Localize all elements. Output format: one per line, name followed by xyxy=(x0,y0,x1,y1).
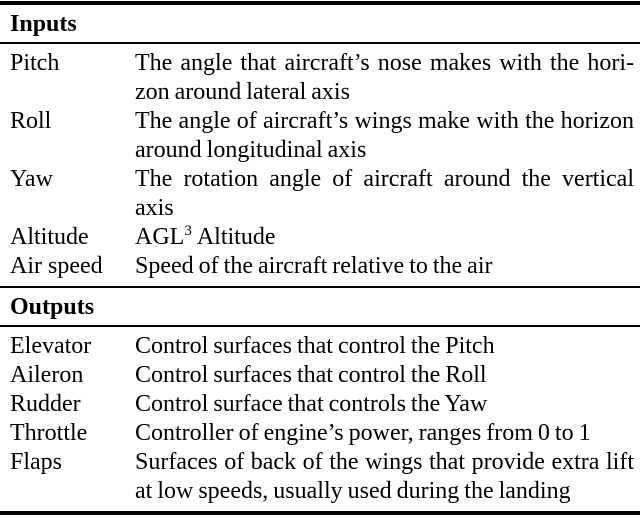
term-cell: Rudder xyxy=(10,391,81,417)
definition-text: Altitude xyxy=(196,224,276,250)
term-cell: Elevator xyxy=(10,333,92,359)
term-cell: Altitude xyxy=(10,224,89,250)
inputs-rows xyxy=(0,44,640,286)
section-header-outputs: Outputs xyxy=(10,294,95,320)
term-cell: Throttle xyxy=(10,420,88,446)
term-cell: Aileron xyxy=(10,362,84,388)
table-bottom-rule xyxy=(0,511,640,515)
definition-cell: Surfaces of back of the wings that provide extra lift at low speeds, usually used during the landing xyxy=(135,449,634,504)
outputs-rows xyxy=(0,327,640,511)
table-row-flaps xyxy=(0,448,640,506)
definition-cell: Controller of engine’s power, ranges from 0 to 1 xyxy=(135,420,591,446)
term-cell: Flaps xyxy=(10,449,63,475)
term-cell: Pitch xyxy=(10,50,60,76)
term-cell: Yaw xyxy=(10,166,53,192)
term-cell: Roll xyxy=(10,108,52,134)
definition-cell xyxy=(135,223,634,252)
definition-cell: Control surfaces that control the Pitch xyxy=(135,333,495,359)
term-cell: Air speed xyxy=(10,253,103,279)
table-row-roll xyxy=(0,107,640,165)
definition-cell: Control surfaces that control the Roll xyxy=(135,362,487,388)
section-header-inputs: Inputs xyxy=(10,11,77,37)
table-row-aileron xyxy=(0,361,640,390)
table-row-altitude xyxy=(0,223,640,252)
footnote-marker: 3 xyxy=(184,223,192,239)
table-row-air-speed xyxy=(0,252,640,281)
definition-cell: The angle of aircraft’s wings make with the horizon around longitudinal axis xyxy=(135,108,634,163)
definition-cell: The rotation angle of aircraft around the vertical axis xyxy=(135,166,634,221)
table-row-yaw xyxy=(0,165,640,223)
table-row-throttle xyxy=(0,419,640,448)
table-row-elevator xyxy=(0,332,640,361)
table-row-pitch xyxy=(0,49,640,107)
definition-cell: Control surface that controls the Yaw xyxy=(135,391,488,417)
definition-cell: The angle that aircraft’s nose makes with the horizon around lateral axis xyxy=(135,50,634,105)
definition-cell: Speed of the aircraft relative to the air xyxy=(135,253,493,279)
table-row-rudder xyxy=(0,390,640,419)
definition-text: AGL xyxy=(135,224,185,250)
